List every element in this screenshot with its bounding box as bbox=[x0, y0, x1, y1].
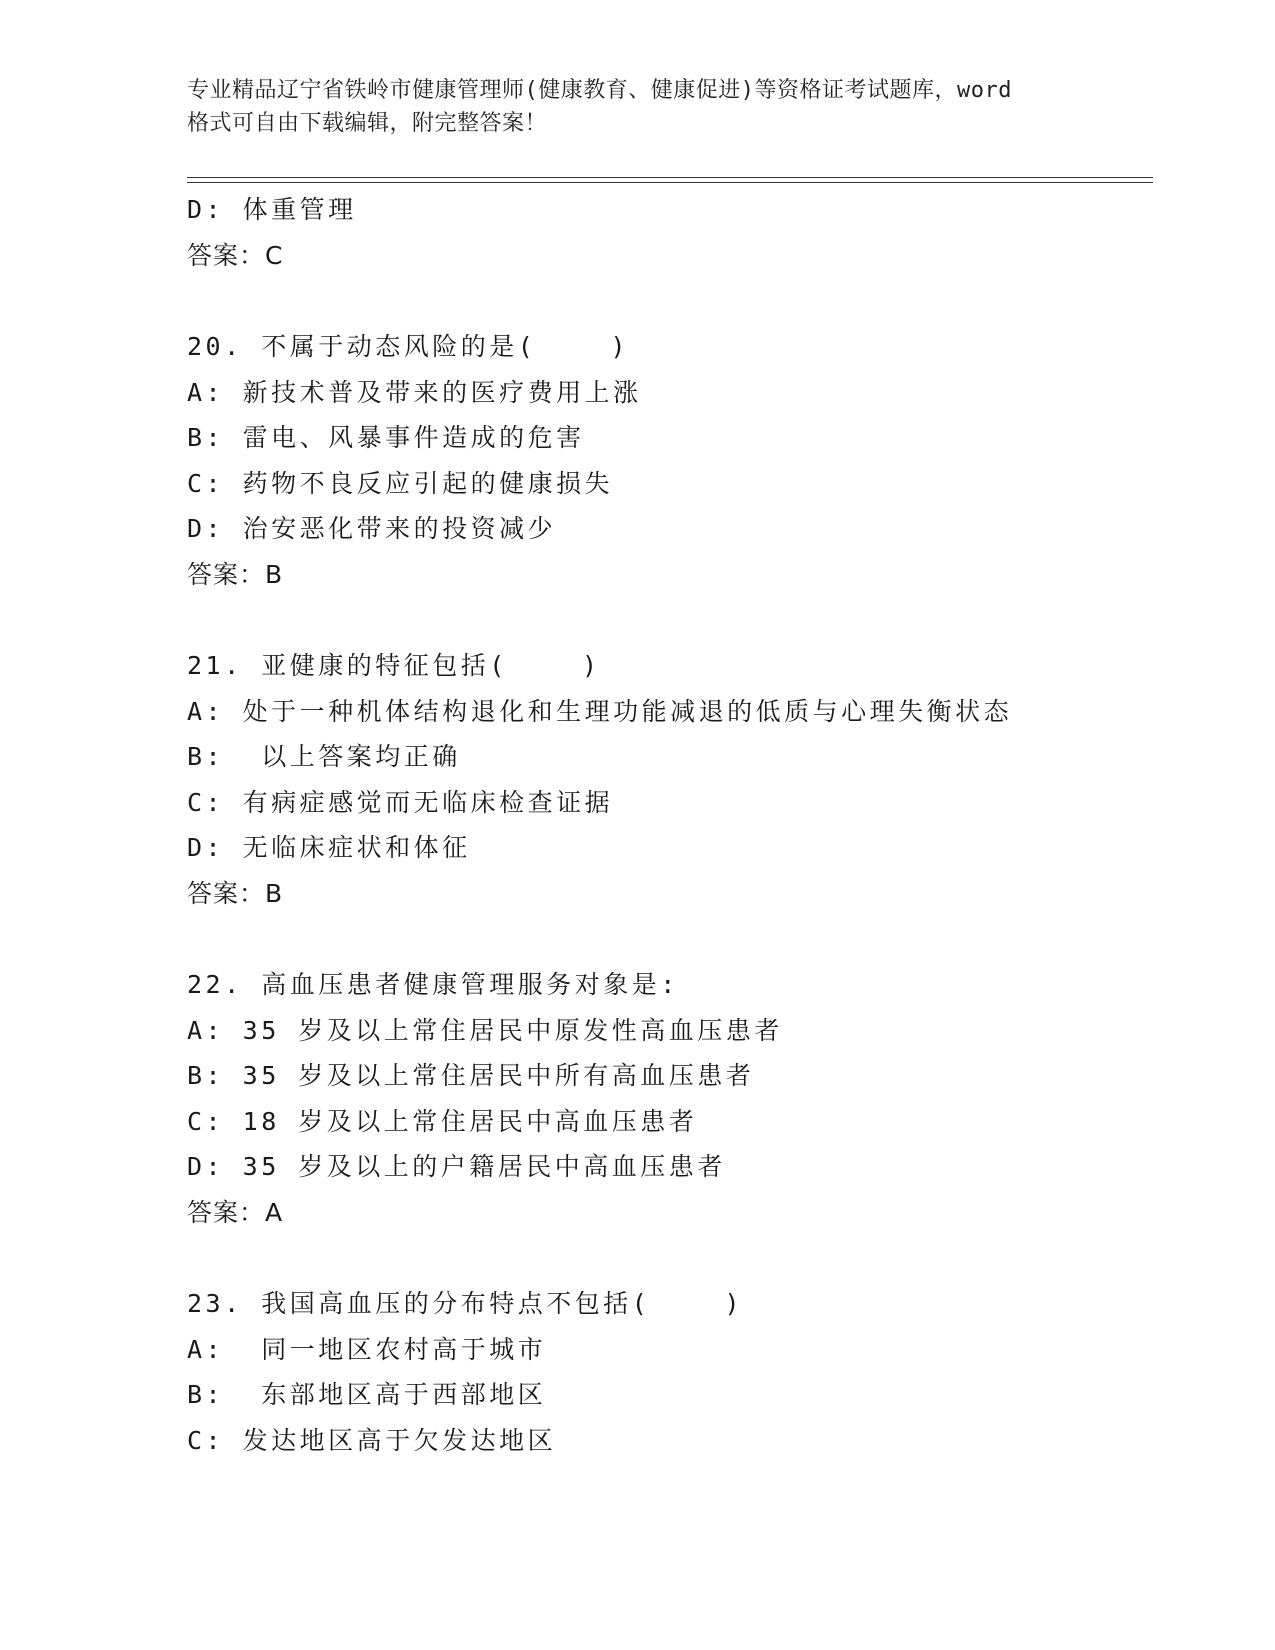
option-d: D: 治安恶化带来的投资减少 bbox=[187, 514, 557, 543]
spacer bbox=[187, 1235, 1187, 1281]
header-rule-top bbox=[187, 177, 1153, 178]
question-19-tail bbox=[187, 187, 1187, 278]
answer-line: 答案：A bbox=[187, 1197, 284, 1227]
spacer bbox=[187, 278, 1187, 324]
question-stem: 21. 亚健康的特征包括( ) bbox=[187, 651, 601, 680]
option-d: D: 35 岁及以上的户籍居民中高血压患者 bbox=[187, 1152, 726, 1181]
header-line-1: 专业精品辽宁省铁岭市健康管理师(健康教育、健康促进)等资格证考试题库，word bbox=[187, 78, 1012, 103]
question-content bbox=[187, 187, 1187, 1463]
question-23 bbox=[187, 1281, 1187, 1463]
option-c: C: 18 岁及以上常住居民中高血压患者 bbox=[187, 1106, 698, 1136]
option-d: D: 无临床症状和体征 bbox=[187, 833, 471, 862]
header-rule-bottom bbox=[187, 182, 1153, 183]
option-b: B: 东部地区高于西部地区 bbox=[187, 1380, 547, 1409]
option-a: A: 35 岁及以上常住居民中原发性高血压患者 bbox=[187, 1015, 783, 1045]
option-c: C: 发达地区高于欠发达地区 bbox=[187, 1425, 557, 1455]
page-header bbox=[187, 74, 1087, 140]
question-21 bbox=[187, 643, 1187, 916]
spacer bbox=[187, 597, 1187, 643]
option-c: C: 药物不良反应引起的健康损失 bbox=[187, 468, 614, 498]
answer-line: 答案：B bbox=[187, 878, 284, 908]
answer-line: 答案：C bbox=[187, 240, 284, 270]
spacer bbox=[187, 916, 1187, 962]
option-d: D: 体重管理 bbox=[187, 195, 357, 224]
question-stem: 20. 不属于动态风险的是( ) bbox=[187, 332, 630, 361]
answer-line: 答案：B bbox=[187, 559, 284, 589]
option-a: A: 新技术普及带来的医疗费用上涨 bbox=[187, 377, 642, 407]
option-b: B: 以上答案均正确 bbox=[187, 742, 461, 771]
header-line-2: 格式可自由下载编辑，附完整答案！ bbox=[187, 111, 548, 136]
option-a: A: 处于一种机体结构退化和生理功能减退的低质与心理失衡状态 bbox=[187, 696, 1013, 726]
option-b: B: 雷电、风暴事件造成的危害 bbox=[187, 423, 585, 452]
question-20 bbox=[187, 324, 1187, 597]
question-22 bbox=[187, 962, 1187, 1235]
option-a: A: 同一地区农村高于城市 bbox=[187, 1334, 547, 1364]
question-stem: 22. 高血压患者健康管理服务对象是: bbox=[187, 970, 679, 999]
option-c: C: 有病症感觉而无临床检查证据 bbox=[187, 787, 614, 817]
option-b: B: 35 岁及以上常住居民中所有高血压患者 bbox=[187, 1061, 755, 1090]
question-stem: 23. 我国高血压的分布特点不包括( ) bbox=[187, 1289, 744, 1318]
